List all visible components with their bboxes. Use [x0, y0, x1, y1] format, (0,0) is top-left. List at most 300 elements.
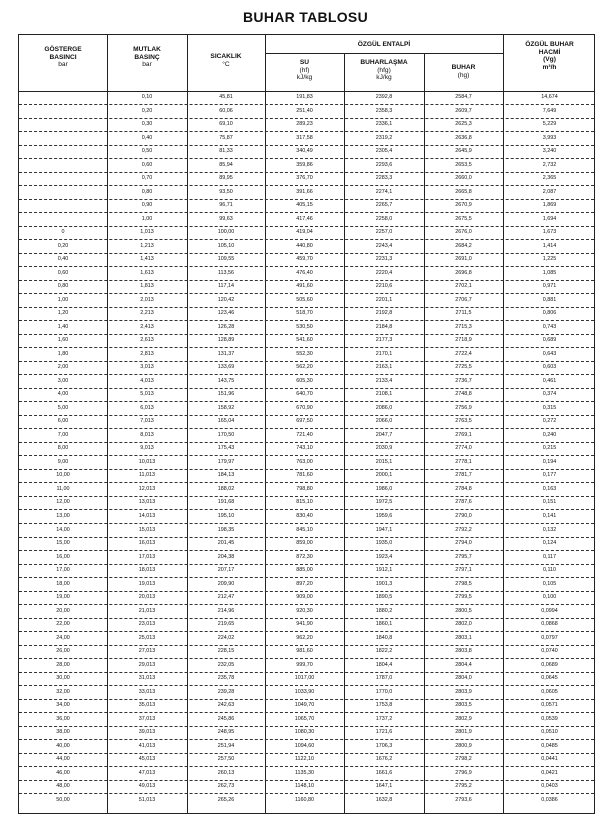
absolute-pressure-cell: 21,013: [138, 607, 156, 614]
absolute-pressure-cell: 49,013: [138, 783, 156, 790]
water-enthalpy-cell: 1033,90: [294, 688, 315, 695]
water-enthalpy-cell: 505,60: [296, 296, 313, 303]
temperature-cell: 209,90: [217, 580, 235, 587]
water-enthalpy-cell: 552,30: [296, 350, 313, 357]
specific-volume-cell: 1,869: [542, 202, 557, 209]
water-enthalpy-cell: 530,50: [296, 323, 313, 330]
specific-volume-cell: 5,229: [542, 121, 557, 128]
temperature-cell: 89,95: [219, 175, 233, 182]
temperature-cell: 69,10: [219, 121, 233, 128]
temperature-header: [187, 53, 265, 68]
steam-enthalpy-cell: 2702,1: [455, 283, 472, 290]
water-enthalpy-cell: 476,40: [296, 269, 313, 276]
table-row: [19, 740, 594, 754]
evaporation-enthalpy-cell: 1947,1: [375, 526, 393, 533]
specific-volume-cell: 0,132: [542, 526, 557, 533]
steam-enthalpy-cell: 2795,7: [455, 553, 472, 560]
temperature-cell: 126,28: [217, 323, 235, 330]
evap-header-line2: (hfg): [377, 66, 391, 74]
table-row: [19, 415, 594, 429]
gauge-pressure-cell: 19,00: [56, 594, 70, 601]
steam-enthalpy-cell: 2784,8: [455, 485, 472, 492]
steam-enthalpy-cell: 2795,2: [455, 783, 472, 790]
specific-volume-cell: 0,971: [542, 283, 557, 290]
absolute-pressure-cell: 45,013: [138, 756, 156, 763]
temperature-cell: 109,55: [217, 256, 235, 263]
evaporation-enthalpy-cell: 2177,3: [375, 337, 393, 344]
specific-volume-cell: 0,0740: [541, 648, 558, 655]
steam-enthalpy-cell: 2774,0: [455, 445, 472, 452]
steam-enthalpy-cell: 2609,7: [455, 107, 472, 114]
evaporation-enthalpy-cell: 1822,2: [375, 648, 393, 655]
steam-enthalpy-cell: 2804,0: [455, 675, 472, 682]
table-row: [19, 767, 594, 781]
temperature-cell: 239,28: [217, 688, 235, 695]
specific-volume-header: [503, 41, 596, 71]
water-enthalpy-cell: 251,40: [296, 107, 313, 114]
steam-enthalpy-cell: 2684,2: [455, 242, 472, 249]
gauge-pressure-cell: 5,00: [57, 404, 69, 411]
specific-volume-cell: 0,141: [542, 512, 557, 519]
evaporation-enthalpy-cell: 2336,1: [375, 121, 393, 128]
steam-enthalpy-cell: 2696,8: [455, 269, 472, 276]
water-enthalpy-cell: 562,20: [296, 364, 313, 371]
absolute-pressure-cell: 6,013: [140, 404, 154, 411]
evaporation-enthalpy-cell: 1632,8: [375, 796, 393, 803]
specific-volume-cell: 0,0645: [541, 675, 558, 682]
steam-enthalpy-cell: 2706,7: [455, 296, 472, 303]
temperature-cell: 105,10: [217, 242, 235, 249]
water-enthalpy-cell: 340,49: [296, 148, 313, 155]
temperature-cell: 228,15: [217, 648, 235, 655]
gauge-pressure-cell: 38,00: [56, 729, 70, 736]
water-enthalpy-cell: 781,60: [296, 472, 313, 479]
volume-header-line3: (Vg): [543, 56, 556, 64]
table-row: [19, 591, 594, 605]
temperature-cell: 120,42: [217, 296, 235, 303]
temperature-cell: 175,43: [217, 445, 235, 452]
steam-enthalpy-cell: 2803,9: [455, 688, 472, 695]
steam-enthalpy-cell: 2790,0: [455, 512, 472, 519]
water-enthalpy-cell: 962,20: [296, 634, 313, 641]
table-row: [19, 564, 594, 578]
table-row: [19, 294, 594, 308]
water-enthalpy-cell: 640,70: [296, 391, 313, 398]
evaporation-enthalpy-cell: 1890,5: [375, 594, 393, 601]
temperature-cell: 212,47: [217, 594, 235, 601]
gauge-header-line2: BASINCI: [49, 53, 77, 61]
gauge-pressure-cell: 1,20: [57, 310, 69, 317]
gauge-pressure-cell: 12,00: [56, 499, 70, 506]
water-enthalpy-cell: 670,90: [296, 404, 313, 411]
gauge-header-unit: bar: [58, 61, 68, 69]
evaporation-enthalpy-cell: 1959,6: [375, 512, 393, 519]
gauge-pressure-cell: 48,00: [56, 783, 70, 790]
absolute-pressure-cell: 0,20: [141, 107, 153, 114]
steam-enthalpy-cell: 2778,1: [455, 458, 472, 465]
specific-volume-cell: 3,240: [542, 148, 557, 155]
volume-header-line2: HACMİ: [538, 48, 561, 56]
temp-header-line1: SICAKLIK: [210, 53, 242, 60]
gauge-pressure-cell: 13,00: [56, 512, 70, 519]
absolute-pressure-cell: 5,013: [140, 391, 154, 398]
evaporation-enthalpy-cell: 2258,0: [375, 215, 393, 222]
table-row: [19, 578, 594, 592]
gauge-pressure-cell: 0,60: [57, 269, 69, 276]
specific-volume-cell: 0,315: [542, 404, 557, 411]
table-row: [19, 132, 594, 146]
water-enthalpy-cell: 1122,10: [294, 756, 315, 763]
specific-volume-cell: 0,689: [542, 337, 557, 344]
specific-volume-cell: 0,163: [542, 485, 557, 492]
specific-volume-cell: 0,643: [542, 350, 557, 357]
water-enthalpy-cell: 763,00: [296, 458, 313, 465]
absolute-pressure-cell: 39,013: [138, 729, 156, 736]
water-enthalpy-cell: 941,90: [296, 621, 313, 628]
gauge-pressure-cell: 0,40: [57, 256, 69, 263]
table-row: [19, 307, 594, 321]
evaporation-enthalpy-cell: 2086,0: [375, 404, 393, 411]
specific-volume-cell: 0,881: [542, 296, 557, 303]
water-enthalpy-cell: 376,70: [296, 175, 313, 182]
table-row: [19, 496, 594, 510]
specific-volume-cell: 2,365: [542, 175, 557, 182]
absolute-pressure-cell: 1,413: [140, 256, 154, 263]
evaporation-enthalpy-cell: 1901,3: [375, 580, 393, 587]
absolute-pressure-cell: 41,013: [138, 742, 156, 749]
absolute-pressure-cell: 1,813: [140, 283, 154, 290]
gauge-pressure-cell: 46,00: [56, 769, 70, 776]
specific-volume-cell: 7,649: [542, 107, 557, 114]
table-row: [19, 199, 594, 213]
temperature-cell: 179,97: [217, 458, 235, 465]
water-enthalpy-cell: 541,60: [296, 337, 313, 344]
water-enthalpy-cell: 743,10: [296, 445, 313, 452]
absolute-pressure-cell: 3,013: [140, 364, 154, 371]
table-row: [19, 618, 594, 632]
specific-volume-cell: 0,0571: [541, 702, 558, 709]
specific-volume-cell: 0,0539: [541, 715, 558, 722]
specific-volume-cell: 1,694: [542, 215, 557, 222]
evaporation-enthalpy-cell: 2257,0: [375, 229, 393, 236]
absolute-pressure-cell: 47,013: [138, 769, 156, 776]
table-row: [19, 172, 594, 186]
water-enthalpy-cell: 909,00: [296, 594, 313, 601]
table-row: [19, 375, 594, 389]
temperature-cell: 248,95: [217, 729, 235, 736]
temperature-cell: 260,13: [217, 769, 235, 776]
evaporation-enthalpy-cell: 1706,3: [375, 742, 393, 749]
absolute-pressure-header: [107, 46, 187, 69]
steam-enthalpy-cell: 2691,0: [455, 256, 472, 263]
steam-enthalpy-cell: 2802,9: [455, 715, 472, 722]
steam-enthalpy-cell: 2645,9: [455, 148, 472, 155]
steam-enthalpy-cell: 2736,7: [455, 377, 472, 384]
gauge-pressure-cell: 15,00: [56, 540, 70, 547]
gauge-pressure-cell: 22,00: [56, 621, 70, 628]
table-row: [19, 456, 594, 470]
absolute-pressure-cell: 0,50: [141, 148, 153, 155]
water-enthalpy-cell: 317,58: [296, 134, 313, 141]
specific-volume-cell: 0,0485: [541, 742, 558, 749]
water-enthalpy-cell: 897,20: [296, 580, 313, 587]
evaporation-enthalpy-cell: 2133,4: [375, 377, 393, 384]
table-row: [19, 186, 594, 200]
steam-enthalpy-cell: 2670,9: [455, 202, 472, 209]
water-enthalpy-cell: 417,46: [296, 215, 313, 222]
steam-enthalpy-cell: 2797,1: [455, 567, 472, 574]
specific-volume-cell: 0,0605: [541, 688, 558, 695]
table-row: [19, 321, 594, 335]
steam-enthalpy-cell: 2803,1: [455, 634, 472, 641]
gauge-pressure-cell: 34,00: [56, 702, 70, 709]
gauge-pressure-cell: 44,00: [56, 756, 70, 763]
temperature-cell: 128,89: [217, 337, 235, 344]
absolute-pressure-cell: 4,013: [140, 377, 154, 384]
gauge-pressure-cell: 1,40: [57, 323, 69, 330]
absolute-pressure-cell: 0,60: [141, 161, 153, 168]
temperature-cell: 219,65: [217, 621, 235, 628]
specific-volume-cell: 0,105: [542, 580, 557, 587]
water-enthalpy-cell: 440,80: [296, 242, 313, 249]
absolute-pressure-cell: 10,013: [138, 458, 156, 465]
absolute-pressure-cell: 33,013: [138, 688, 156, 695]
evaporation-enthalpy-cell: 2030,9: [375, 445, 393, 452]
temperature-cell: 204,38: [217, 553, 235, 560]
gauge-pressure-cell: 1,80: [57, 350, 69, 357]
steam-enthalpy-cell: 2798,2: [455, 756, 472, 763]
specific-volume-cell: 0,0441: [541, 756, 558, 763]
temperature-cell: 262,73: [217, 783, 235, 790]
temperature-cell: 143,75: [217, 377, 235, 384]
absolute-pressure-cell: 15,013: [138, 526, 156, 533]
table-row: [19, 605, 594, 619]
absolute-pressure-cell: 0,30: [141, 121, 153, 128]
specific-volume-cell: 0,374: [542, 391, 557, 398]
water-enthalpy-cell: 830,40: [296, 512, 313, 519]
gauge-pressure-cell: 0,80: [57, 283, 69, 290]
water-enthalpy-cell: 721,40: [296, 431, 313, 438]
gauge-pressure-cell: 14,00: [56, 526, 70, 533]
specific-volume-cell: 2,732: [542, 161, 557, 168]
evaporation-enthalpy-cell: 1676,2: [375, 756, 393, 763]
water-enthalpy-cell: 518,70: [296, 310, 313, 317]
table-row: [19, 659, 594, 673]
table-row: [19, 213, 594, 227]
absolute-pressure-cell: 0,70: [141, 175, 153, 182]
table-row: [19, 753, 594, 767]
absolute-pressure-cell: 1,00: [141, 215, 153, 222]
evaporation-enthalpy-cell: 1661,6: [375, 769, 393, 776]
table-row: [19, 429, 594, 443]
volume-header-line1: ÖZGÜL BUHAR: [525, 41, 574, 48]
gauge-header-line1: GÖSTERGE: [44, 46, 82, 53]
steam-enthalpy-cell: 2675,5: [455, 215, 472, 222]
water-enthalpy-cell: 1080,30: [294, 729, 315, 736]
absolute-pressure-cell: 23,013: [138, 621, 156, 628]
temperature-cell: 100,00: [217, 229, 235, 236]
steam-enthalpy-cell: 2725,5: [455, 364, 472, 371]
evaporation-enthalpy-cell: 1923,4: [375, 553, 393, 560]
water-header-unit: kJ/kg: [296, 74, 313, 82]
specific-volume-cell: 0,0510: [541, 729, 558, 736]
temperature-cell: 191,68: [217, 499, 235, 506]
gauge-pressure-header: [19, 46, 107, 69]
evaporation-enthalpy-cell: 2163,1: [375, 364, 393, 371]
water-enthalpy-cell: 798,80: [296, 485, 313, 492]
table-row: [19, 159, 594, 173]
gauge-pressure-cell: 4,00: [57, 391, 69, 398]
steam-enthalpy-cell: 2801,9: [455, 729, 472, 736]
steam-enthalpy-cell: 2802,0: [455, 621, 472, 628]
evaporation-enthalpy-cell: 1860,1: [375, 621, 393, 628]
absolute-pressure-cell: 0,90: [141, 202, 153, 209]
temperature-cell: 265,26: [217, 796, 235, 803]
water-enthalpy-cell: 1065,70: [294, 715, 315, 722]
steam-enthalpy-cell: 2792,2: [455, 526, 472, 533]
abs-header-line2: BASINÇ: [134, 53, 160, 61]
water-enthalpy-cell: 1135,30: [294, 769, 315, 776]
gauge-pressure-cell: 9,00: [57, 458, 69, 465]
absolute-pressure-cell: 37,013: [138, 715, 156, 722]
evaporation-enthalpy-cell: 1770,0: [375, 688, 393, 695]
temperature-cell: 96,71: [219, 202, 233, 209]
evaporation-enthalpy-cell: 2392,8: [375, 94, 393, 100]
specific-volume-cell: 0,461: [542, 377, 557, 384]
evaporation-enthalpy-cell: 2220,4: [375, 269, 393, 276]
table-row: [19, 524, 594, 538]
specific-volume-cell: 0,272: [542, 418, 557, 425]
specific-volume-cell: 0,110: [542, 567, 557, 574]
water-enthalpy-cell: 872,30: [296, 553, 313, 560]
water-enthalpy-cell: 605,30: [296, 377, 313, 384]
evap-header-line1: BUHARLAŞMA: [360, 59, 408, 66]
table-row: [19, 686, 594, 700]
water-enthalpy-cell: 859,00: [296, 540, 313, 547]
table-row: [19, 348, 594, 362]
absolute-pressure-cell: 14,013: [138, 512, 156, 519]
evaporation-enthalpy-cell: 2293,6: [375, 161, 393, 168]
table-row: [19, 483, 594, 497]
temperature-cell: 165,04: [217, 418, 235, 425]
temperature-cell: 170,50: [217, 431, 235, 438]
evaporation-enthalpy-cell: 1840,8: [375, 634, 393, 641]
steam-enthalpy-cell: 2794,0: [455, 540, 472, 547]
temperature-cell: 123,46: [217, 310, 235, 317]
evaporation-enthalpy-cell: 2184,8: [375, 323, 393, 330]
specific-volume-cell: 0,0994: [541, 607, 558, 614]
evaporation-enthalpy-cell: 2015,1: [375, 458, 393, 465]
temperature-cell: 85,94: [219, 161, 233, 168]
temperature-cell: 93,50: [219, 188, 233, 195]
gauge-pressure-cell: 7,00: [57, 431, 69, 438]
temperature-cell: 151,96: [217, 391, 235, 398]
temperature-cell: 158,92: [217, 404, 235, 411]
water-enthalpy-cell: 1049,70: [294, 702, 315, 709]
steam-header-line1: BUHAR: [451, 64, 476, 71]
steam-header-line2: (hg): [457, 71, 470, 79]
temperature-cell: 99,63: [219, 215, 233, 222]
specific-volume-cell: 0,0386: [541, 796, 558, 803]
evaporation-enthalpy-cell: 1804,4: [375, 661, 393, 668]
specific-volume-cell: 1,225: [542, 256, 557, 263]
evaporation-enthalpy-cell: 2047,7: [375, 431, 393, 438]
steam-table: [18, 34, 595, 814]
absolute-pressure-cell: 17,013: [138, 553, 156, 560]
steam-enthalpy-cell: 2653,5: [455, 161, 472, 168]
absolute-pressure-cell: 2,613: [140, 337, 154, 344]
temperature-cell: 207,17: [217, 567, 235, 574]
temperature-cell: 245,86: [217, 715, 235, 722]
water-enthalpy-cell: 885,00: [296, 567, 313, 574]
steam-enthalpy-cell: 2665,8: [455, 188, 472, 195]
gauge-pressure-cell: 26,00: [56, 648, 70, 655]
table-row: [19, 91, 594, 105]
steam-enthalpy-cell: 2803,8: [455, 648, 472, 655]
specific-volume-cell: 0,124: [542, 540, 557, 547]
steam-enthalpy-cell: 2804,4: [455, 661, 472, 668]
evaporation-enthalpy-cell: 2066,0: [375, 418, 393, 425]
evaporation-enthalpy-cell: 2170,1: [375, 350, 393, 357]
specific-volume-cell: 0,100: [542, 594, 557, 601]
absolute-pressure-cell: 12,013: [138, 485, 156, 492]
absolute-pressure-cell: 11,013: [138, 472, 156, 479]
absolute-pressure-cell: 18,013: [138, 567, 156, 574]
absolute-pressure-cell: 1,213: [140, 242, 154, 249]
absolute-pressure-cell: 25,013: [138, 634, 156, 641]
water-enthalpy-cell: 359,86: [296, 161, 313, 168]
water-header-line1: SU: [299, 59, 310, 66]
temperature-cell: 131,37: [217, 350, 235, 357]
water-enthalpy-cell: 289,23: [296, 121, 313, 128]
temperature-cell: 45,81: [219, 94, 233, 100]
gauge-pressure-cell: 2,00: [57, 364, 69, 371]
temperature-cell: 75,87: [219, 134, 233, 141]
specific-volume-cell: 3,993: [542, 134, 557, 141]
temperature-cell: 224,02: [217, 634, 235, 641]
specific-volume-cell: 0,177: [542, 472, 557, 479]
absolute-pressure-cell: 29,013: [138, 661, 156, 668]
water-enthalpy-cell: 845,10: [296, 526, 313, 533]
gauge-pressure-cell: 3,00: [57, 377, 69, 384]
specific-volume-cell: 14,674: [541, 94, 558, 100]
specific-volume-cell: 0,0421: [541, 769, 558, 776]
steam-enthalpy-cell: 2722,4: [455, 350, 472, 357]
temperature-cell: 113,56: [217, 269, 235, 276]
gauge-pressure-cell: 30,00: [56, 675, 70, 682]
gauge-pressure-cell: 1,00: [57, 296, 69, 303]
temperature-cell: 60,06: [219, 107, 233, 114]
table-row: [19, 672, 594, 686]
steam-enthalpy-cell: 2769,1: [455, 431, 472, 438]
steam-enthalpy-cell: 2800,9: [455, 742, 472, 749]
gauge-pressure-cell: 32,00: [56, 688, 70, 695]
gauge-pressure-cell: 17,00: [56, 567, 70, 574]
evaporation-enthalpy-cell: 1787,0: [375, 675, 393, 682]
steam-enthalpy-cell: 2660,0: [455, 175, 472, 182]
specific-volume-cell: 1,085: [542, 269, 557, 276]
evaporation-enthalpy-cell: 2108,1: [375, 391, 393, 398]
steam-enthalpy-header: [424, 64, 503, 79]
absolute-pressure-cell: 35,013: [138, 702, 156, 709]
specific-volume-cell: 1,673: [542, 229, 557, 236]
water-enthalpy-cell: 981,60: [296, 648, 313, 655]
steam-enthalpy-cell: 2787,6: [455, 499, 472, 506]
specific-volume-cell: 0,151: [542, 499, 557, 506]
table-row: [19, 726, 594, 740]
temp-header-unit: °C: [222, 60, 230, 68]
evaporation-enthalpy-header: [344, 59, 424, 82]
